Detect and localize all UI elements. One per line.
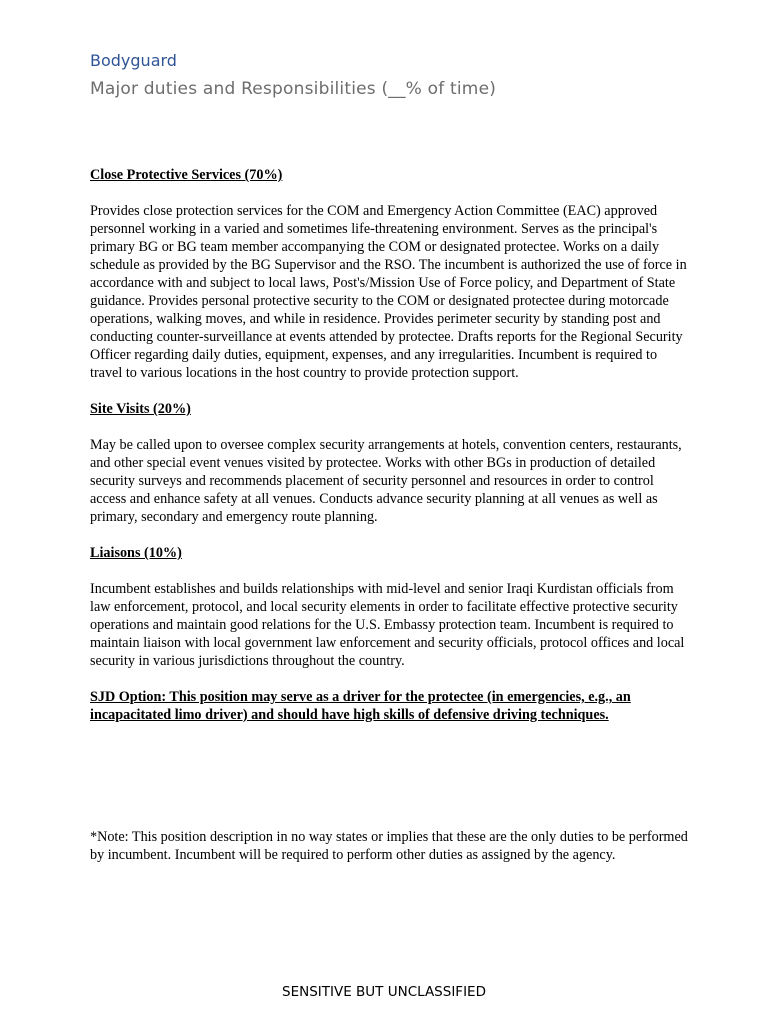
document-subtitle: Major duties and Responsibilities (__% of time): [90, 79, 497, 99]
document-body: [90, 166, 690, 724]
section-body-site-visits: May be called upon to oversee complex security arrangements at hotels, convention centers, restaurants, and other special event venues visited by protectee. Works with other BGs in production of detailed security surveys and recommends placement of security personnel and resources in order to control access and enhance safety at all venues. Conducts advance security planning at all venues as well as primary, secondary and emergency route planning.: [90, 437, 682, 525]
document-title: Bodyguard: [90, 51, 177, 70]
section-heading-liaisons: Liaisons (10%): [90, 545, 182, 561]
sjd-option-paragraph: SJD Option: This position may serve as a driver for the protectee (in emergencies, e.g., an incapacitated limo driver) and should have high skills of defensive driving techniques.: [90, 689, 631, 723]
section-heading-close-protective-services: Close Protective Services (70%): [90, 167, 283, 183]
section-body-close-protective-services: Provides close protection services for the COM and Emergency Action Committee (EAC) approved personnel working in a varied and sometimes life-threatening environment. Serves as the principal's primary BG or BG team member accompanying the COM or designated protectee. Works on a daily schedule as provided by the BG Supervisor and the RSO. The incumbent is authorized the use of force in accordance with and subject to local laws, Post's/Mission Use of Force policy, and Department of State guidance. Provides personal protective security to the COM or designated protectee during motorcade operations, walking moves, and while in residence. Provides perimeter security by standing post and conducting counter-surveillance at events attended by protectee. Drafts reports for the Regional Security Officer regarding daily duties, equipment, expenses, and any irregularities. Incumbent is required to travel to various locations in the host country to provide protection support.: [90, 203, 687, 381]
section-body-liaisons: Incumbent establishes and builds relationships with mid-level and senior Iraqi Kurdistan officials from law enforcement, protocol, and local security elements in order to facilitate effective protective security operations and maintain good relations for the U.S. Embassy protection team. Incumbent is required to maintain liaison with local government law enforcement and security officials, protocol offices and local security in various jurisdictions throughout the country.: [90, 581, 685, 669]
classification-footer: SENSITIVE BUT UNCLASSIFIED: [282, 984, 486, 1000]
section-heading-site-visits: Site Visits (20%): [90, 401, 191, 417]
note-paragraph: *Note: This position description in no way states or implies that these are the only duties to be performed by incumbent. Incumbent will be required to perform other duties as assigned by the agency.: [90, 829, 688, 863]
